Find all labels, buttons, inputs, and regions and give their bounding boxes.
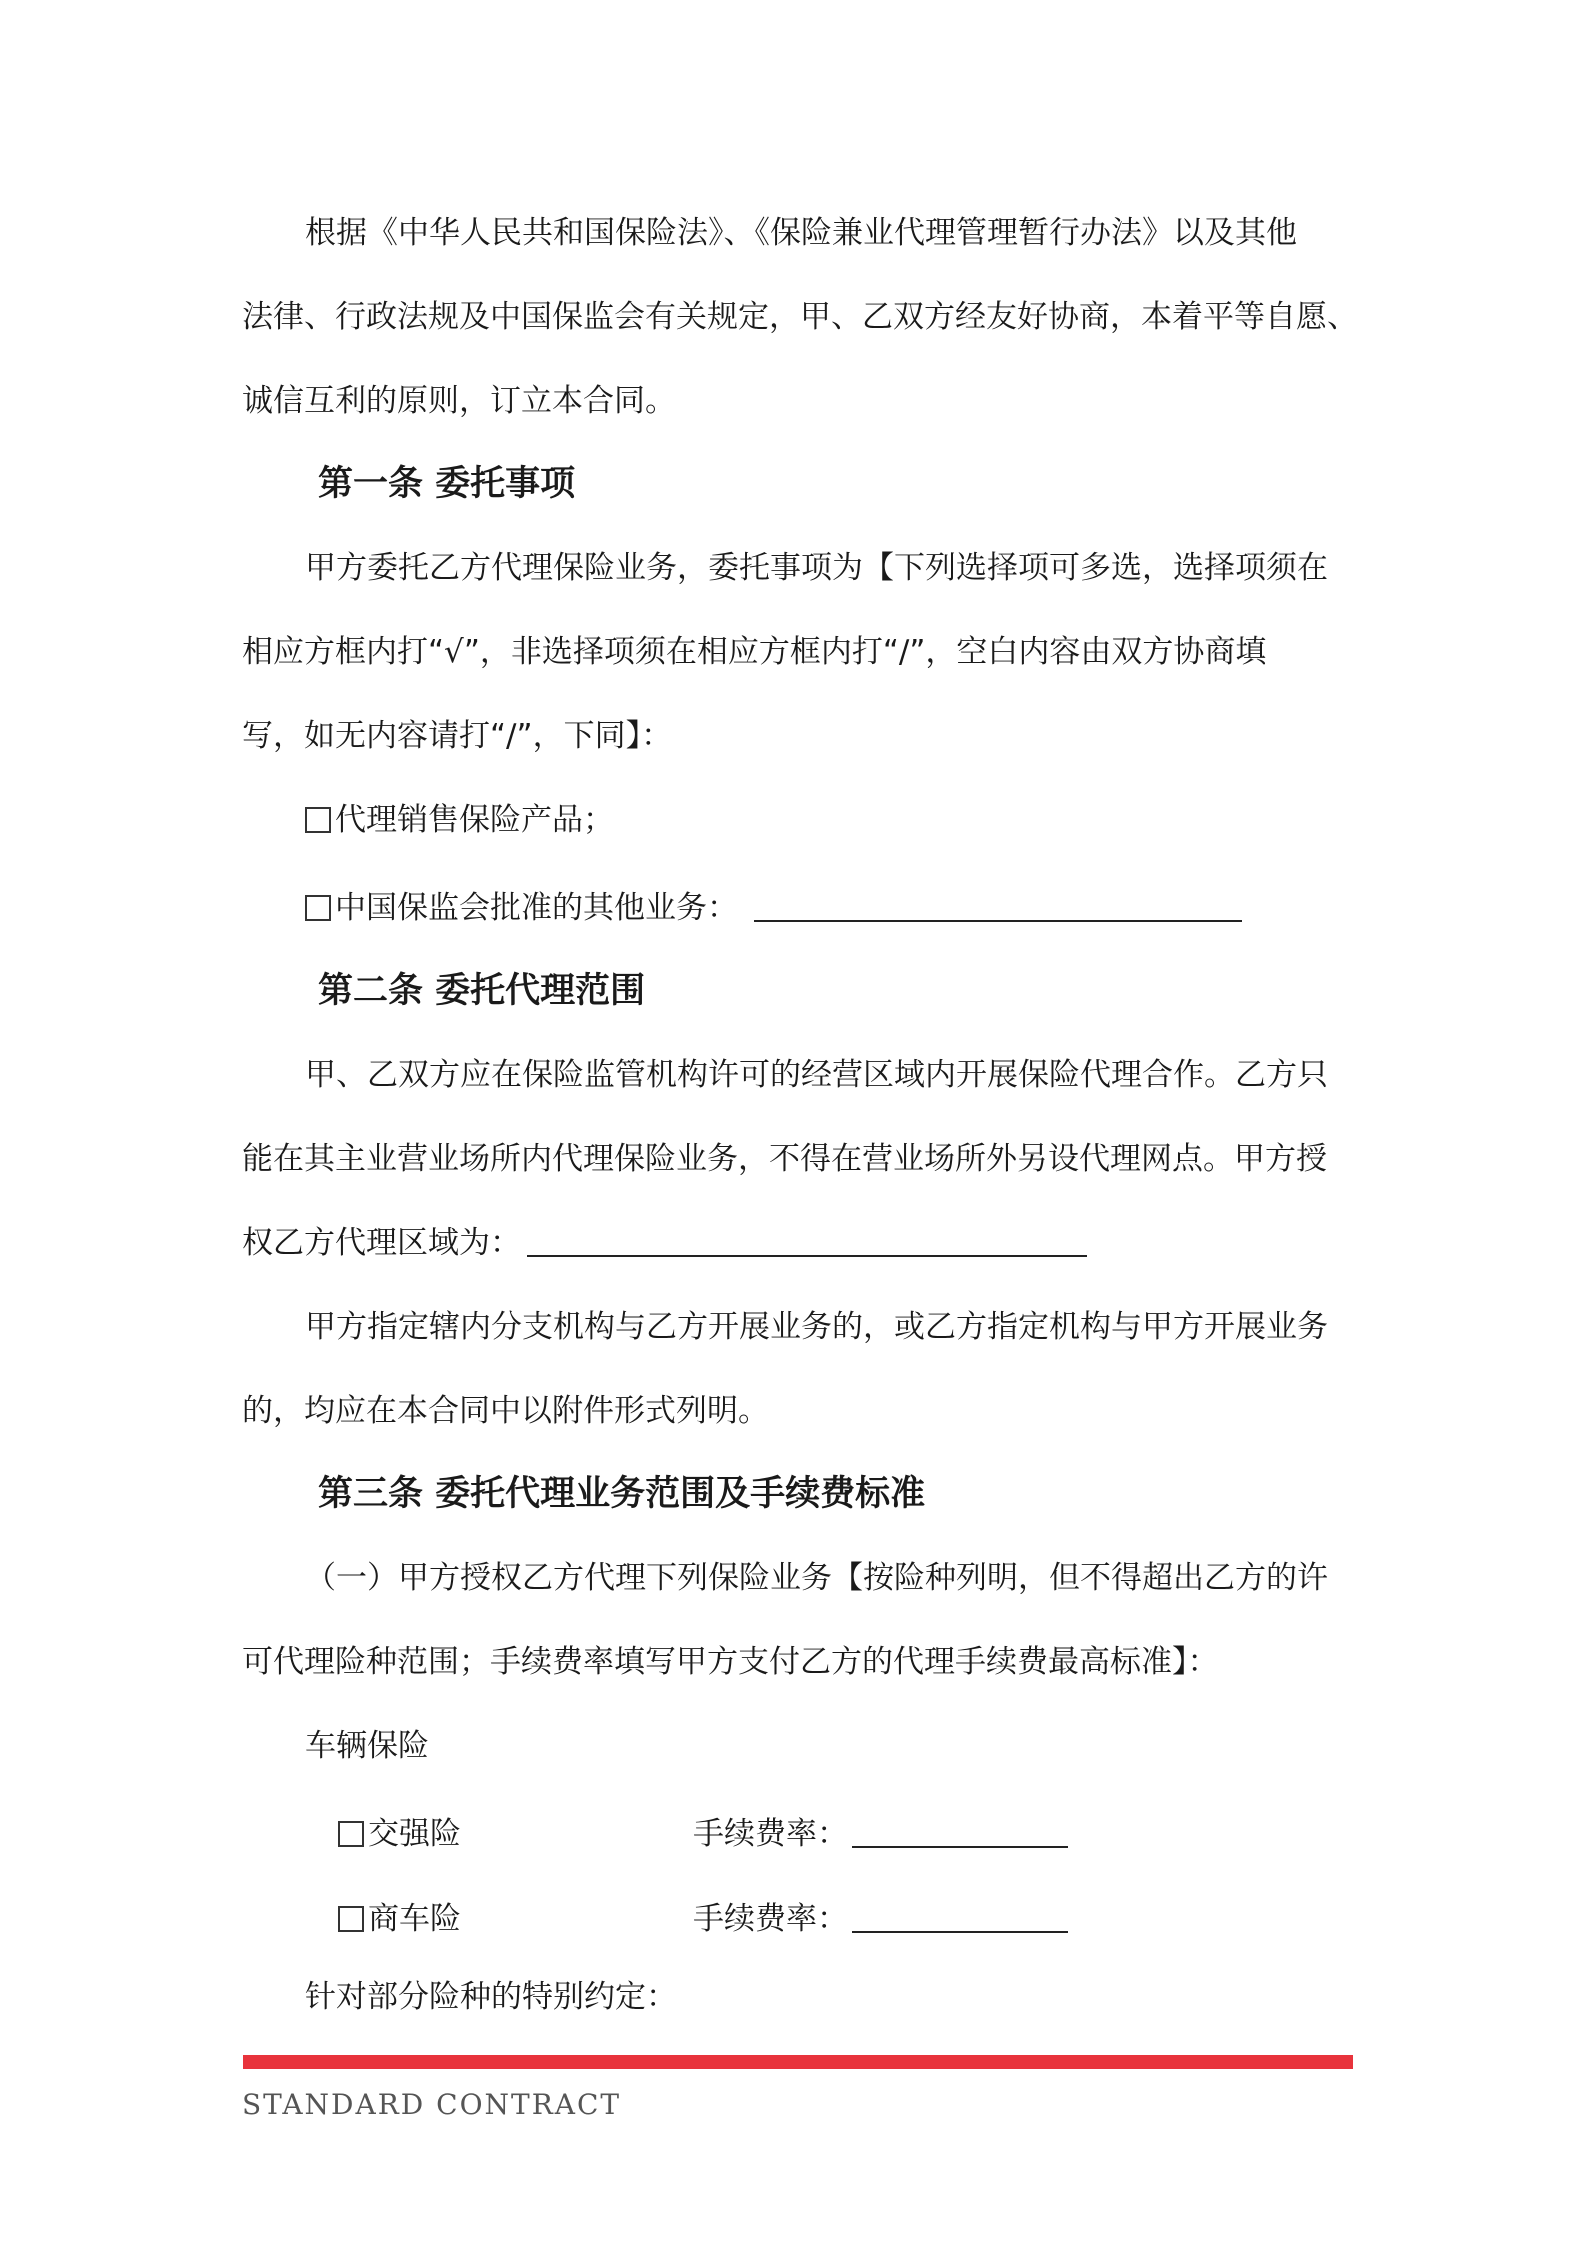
insurance-category: 车辆保险	[305, 1728, 429, 1764]
agency-area-blank[interactable]	[527, 1225, 1087, 1257]
checkbox-other-business[interactable]	[305, 895, 331, 921]
insurance-item-1-name: 交强险	[368, 1816, 461, 1852]
other-business-blank[interactable]	[754, 890, 1242, 922]
article-3-line-1: （一）甲方授权乙方代理下列保险业务【按险种列明，但不得超出乙方的许	[305, 1560, 1328, 1596]
option-1-label: 代理销售保险产品；	[335, 802, 614, 838]
option-2-label: 中国保监会批准的其他业务：	[335, 890, 738, 926]
article-1-line-3: 写，如无内容请打“/”，下同】：	[242, 718, 673, 754]
article-2-heading: 第二条 委托代理范围	[318, 971, 646, 1011]
rate-blank[interactable]	[852, 1901, 1068, 1933]
intro-paragraph-line-2: 法律、行政法规及中国保监会有关规定，甲、乙双方经友好协商，本着平等自愿、	[242, 299, 1358, 335]
insurance-item-2-rate	[693, 1893, 1068, 1938]
intro-paragraph-line-1: 根据《中华人民共和国保险法》、《保险兼业代理管理暂行办法》以及其他	[305, 215, 1297, 251]
intro-paragraph-line-3: 诚信互利的原则，订立本合同。	[242, 383, 676, 419]
article-1-option-1	[305, 794, 1425, 839]
insurance-item-2-name: 商车险	[368, 1901, 461, 1937]
article-2-line-4: 甲方指定辖内分支机构与乙方开展业务的，或乙方指定机构与甲方开展业务	[305, 1309, 1328, 1345]
article-3-line-2: 可代理险种范围；手续费率填写甲方支付乙方的代理手续费最高标准】：	[242, 1644, 1219, 1680]
footer-label: STANDARD CONTRACT	[242, 2088, 622, 2121]
insurance-item-1-rate	[693, 1808, 1068, 1853]
article-2-line-5: 的，均应在本合同中以附件形式列明。	[242, 1393, 769, 1429]
article-1-option-2	[305, 882, 1425, 927]
agency-area-label: 权乙方代理区域为：	[242, 1225, 521, 1261]
checkbox-agent-sales[interactable]	[305, 807, 331, 833]
article-1-heading: 第一条 委托事项	[318, 464, 576, 504]
rate-label: 手续费率：	[693, 1816, 848, 1852]
article-2-line-3	[242, 1217, 1362, 1262]
article-1-line-1: 甲方委托乙方代理保险业务，委托事项为【下列选择项可多选，选择项须在	[305, 550, 1328, 586]
footer-divider-bar	[243, 2055, 1353, 2069]
checkbox-compulsory-insurance[interactable]	[338, 1821, 364, 1847]
article-2-line-1: 甲、乙双方应在保险监管机构许可的经营区域内开展保险代理合作。乙方只	[305, 1057, 1328, 1093]
article-2-line-2: 能在其主业营业场所内代理保险业务，不得在营业场所外另设代理网点。甲方授	[242, 1141, 1327, 1177]
rate-blank[interactable]	[852, 1816, 1068, 1848]
article-3-heading: 第三条 委托代理业务范围及手续费标准	[318, 1474, 926, 1514]
special-agreement: 针对部分险种的特别约定：	[305, 1979, 677, 2015]
checkbox-commercial-insurance[interactable]	[338, 1906, 364, 1932]
rate-label: 手续费率：	[693, 1901, 848, 1937]
article-1-line-2: 相应方框内打“√”，非选择项须在相应方框内打“/”，空白内容由双方协商填	[242, 634, 1267, 670]
